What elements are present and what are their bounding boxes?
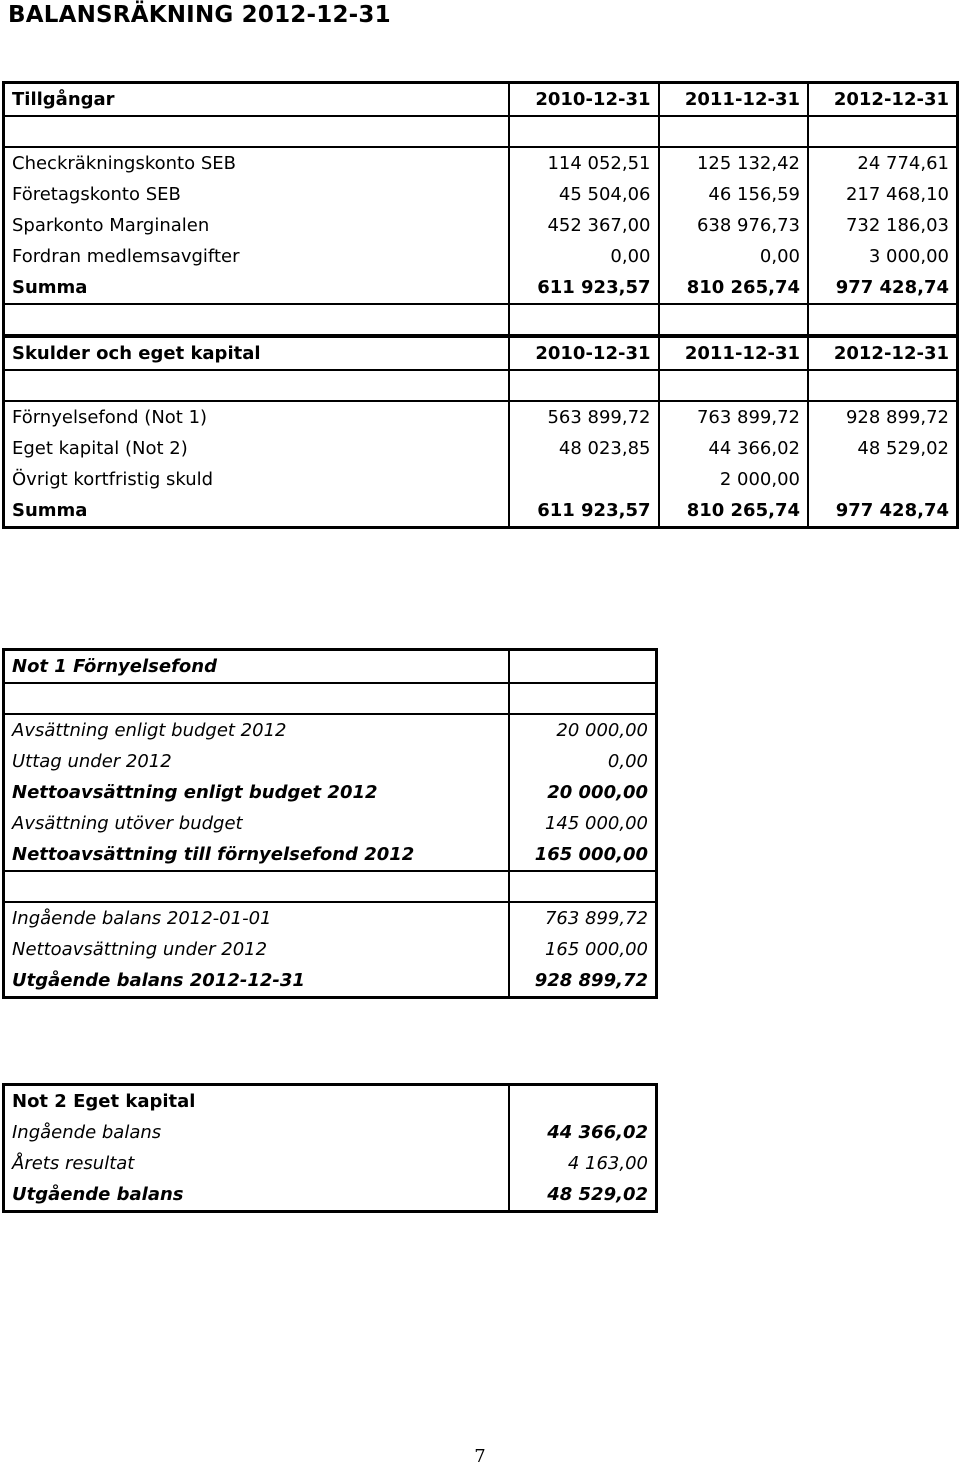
row-label: Eget kapital (Not 2) <box>12 438 188 459</box>
assets-table <box>2 81 959 337</box>
table-row <box>4 902 657 934</box>
year-header: 2010-12-31 <box>509 337 659 371</box>
table-row <box>4 714 657 746</box>
note1-header: Not 1 Förnyelsefond <box>12 656 217 677</box>
assets-header-row <box>4 83 958 117</box>
cell-value: 732 186,03 <box>808 210 958 241</box>
year-header: 2011-12-31 <box>659 83 809 117</box>
table-row <box>4 746 657 777</box>
row-label: Utgående balans 2012-12-31 <box>12 970 305 991</box>
cell-value: 20 000,00 <box>509 714 657 746</box>
cell-value: 4 163,00 <box>509 1148 657 1179</box>
spacer-row <box>4 116 958 147</box>
table-row <box>4 241 958 272</box>
table-row <box>4 965 657 998</box>
spacer-row <box>4 871 657 902</box>
total-row <box>4 272 958 304</box>
table-row <box>4 179 958 210</box>
row-label: Ingående balans 2012-01-01 <box>12 908 272 929</box>
cell-value: 44 366,02 <box>659 433 809 464</box>
cell-value: 928 899,72 <box>808 401 958 433</box>
table-row <box>4 777 657 808</box>
cell-value: 763 899,72 <box>659 401 809 433</box>
cell-value: 3 000,00 <box>808 241 958 272</box>
row-label: Avsättning enligt budget 2012 <box>12 720 287 741</box>
cell-value <box>808 464 958 495</box>
year-header: 2010-12-31 <box>509 83 659 117</box>
table-row <box>4 1179 657 1212</box>
note-header-row <box>4 650 657 684</box>
row-label: Nettoavsättning till förnyelsefond 2012 <box>12 844 415 865</box>
liabilities-header-row <box>4 337 958 371</box>
table-row <box>4 839 657 871</box>
table-row <box>4 934 657 965</box>
page-number: 7 <box>474 1446 486 1467</box>
cell-value: 165 000,00 <box>509 839 657 871</box>
cell-value: 20 000,00 <box>509 777 657 808</box>
cell-value: 0,00 <box>509 241 659 272</box>
year-header: 2012-12-31 <box>808 83 958 117</box>
total-value: 977 428,74 <box>808 495 958 528</box>
table-row <box>4 147 958 179</box>
note-header-row <box>4 1085 657 1118</box>
table-row <box>4 433 958 464</box>
row-label: Uttag under 2012 <box>12 751 172 772</box>
cell-value: 46 156,59 <box>659 179 809 210</box>
row-label: Nettoavsättning enligt budget 2012 <box>12 782 378 803</box>
table-row <box>4 464 958 495</box>
row-label: Fordran medlemsavgifter <box>12 246 240 267</box>
liabilities-table <box>2 335 959 529</box>
note1-table <box>2 648 658 999</box>
cell-value: 48 023,85 <box>509 433 659 464</box>
row-label: Summa <box>12 500 88 521</box>
note2-table <box>2 1083 658 1213</box>
cell-value: 452 367,00 <box>509 210 659 241</box>
cell-value: 563 899,72 <box>509 401 659 433</box>
total-value: 611 923,57 <box>509 272 659 304</box>
year-header: 2011-12-31 <box>659 337 809 371</box>
cell-value: 24 774,61 <box>808 147 958 179</box>
cell-value: 217 468,10 <box>808 179 958 210</box>
spacer-row <box>4 683 657 714</box>
row-label: Övrigt kortfristig skuld <box>12 469 214 490</box>
cell-value: 763 899,72 <box>509 902 657 934</box>
cell-value: 48 529,02 <box>509 1179 657 1212</box>
cell-value: 165 000,00 <box>509 934 657 965</box>
page-title: BALANSRÄKNING 2012-12-31 <box>8 2 391 28</box>
year-header: 2012-12-31 <box>808 337 958 371</box>
cell-value: 2 000,00 <box>659 464 809 495</box>
cell-value <box>509 464 659 495</box>
cell-value: 45 504,06 <box>509 179 659 210</box>
cell-value: 44 366,02 <box>509 1117 657 1148</box>
row-label: Summa <box>12 277 88 298</box>
table-row <box>4 808 657 839</box>
table-row <box>4 401 958 433</box>
liabilities-header: Skulder och eget kapital <box>12 343 261 364</box>
total-value: 810 265,74 <box>659 272 809 304</box>
row-label: Förnyelsefond (Not 1) <box>12 407 208 428</box>
row-label: Företagskonto SEB <box>12 184 181 205</box>
spacer-row <box>4 370 958 401</box>
row-label: Checkräkningskonto SEB <box>12 153 236 174</box>
total-value: 810 265,74 <box>659 495 809 528</box>
total-value: 977 428,74 <box>808 272 958 304</box>
cell-value: 145 000,00 <box>509 808 657 839</box>
row-label: Utgående balans <box>12 1184 184 1205</box>
total-row <box>4 495 958 528</box>
table-row <box>4 210 958 241</box>
row-label: Avsättning utöver budget <box>12 813 243 834</box>
row-label: Årets resultat <box>12 1153 135 1174</box>
spacer-row <box>4 304 958 336</box>
cell-value: 114 052,51 <box>509 147 659 179</box>
table-row <box>4 1148 657 1179</box>
cell-value: 928 899,72 <box>509 965 657 998</box>
assets-header: Tillgångar <box>12 89 115 110</box>
cell-value: 125 132,42 <box>659 147 809 179</box>
row-label: Nettoavsättning under 2012 <box>12 939 268 960</box>
table-row <box>4 1117 657 1148</box>
row-label: Ingående balans <box>12 1122 162 1143</box>
total-value: 611 923,57 <box>509 495 659 528</box>
note2-header: Not 2 Eget kapital <box>12 1091 196 1112</box>
cell-value: 638 976,73 <box>659 210 809 241</box>
cell-value: 0,00 <box>659 241 809 272</box>
cell-value: 0,00 <box>509 746 657 777</box>
cell-value: 48 529,02 <box>808 433 958 464</box>
row-label: Sparkonto Marginalen <box>12 215 210 236</box>
